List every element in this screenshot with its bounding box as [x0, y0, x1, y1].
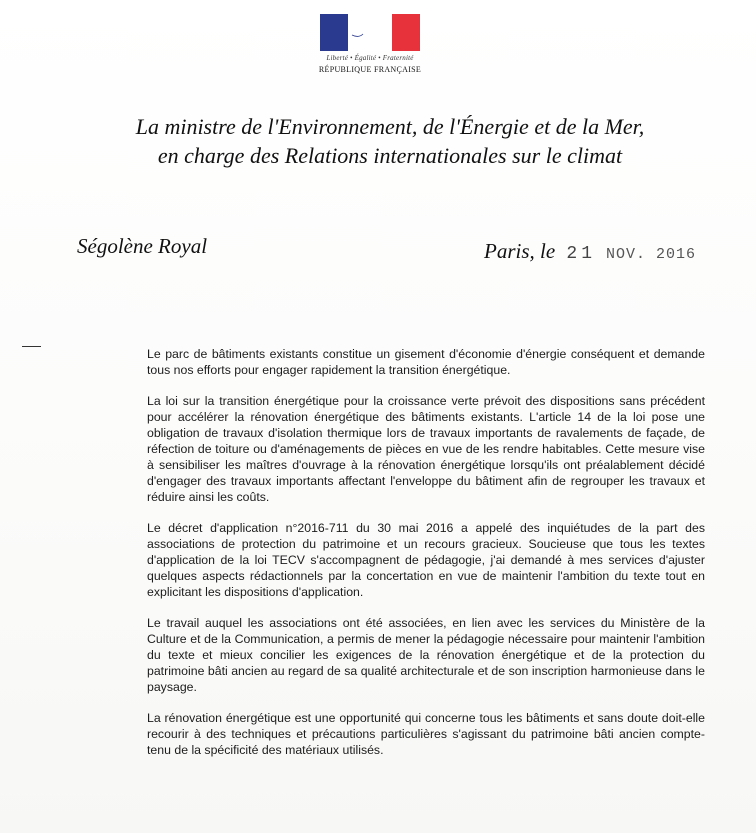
- ministry-title: [80, 112, 700, 170]
- paragraph: La rénovation énergétique est une opportunité qui concerne tous les bâtiments et sans doute doit-elle recourir à des techniques et précautions particulières s'agissant du patrimoine bâti ancien compte-tenu de la spécificité des matériaux utilisés.: [147, 711, 705, 757]
- paragraph: La loi sur la transition énergétique pour la croissance verte prévoit des dispositions sans précédent pour accélérer la rénovation énergétique des bâtiments existants. L'article 14 de la loi pose une obligation de travaux d'isolation thermique lors de travaux importants de ravalements de façade, de réfection de toiture ou d'aménagements de pièces en vue de les rendre habitables. Cette mesure vise à sensibiliser les maîtres d'ouvrage à la rénovation énergétique lorsqu'ils ont préalablement décidé d'engager des travaux importants affectant l'enveloppe du bâtiment afin de regrouper les travaux et réduire ainsi les coûts.: [147, 394, 705, 504]
- letter-body: [147, 346, 705, 773]
- fold-mark: [22, 346, 41, 347]
- republic-motto: Liberté • Égalité • Fraternité: [326, 54, 414, 62]
- date-day: 21: [566, 244, 597, 264]
- sender-name: Ségolène Royal: [77, 234, 208, 258]
- paragraph: Le parc de bâtiments existants constitue un gisement d'économie d'énergie conséquent et demande tous nos efforts pour engager rapidement la transition énergétique.: [147, 347, 705, 377]
- paragraph: Le travail auquel les associations ont été associées, en lien avec les services du Ministère de la Culture et de la Communication, a permis de mener la pédagogie nécessaire pour maintenir l'ambition du texte et mieux concilier les exigences de la rénovation énergétique et de la protection du patrimoine bâti ancien au regard de sa qualité architecturale et de son inscription harmonieuse dans le paysage.: [147, 616, 705, 694]
- place-date: [484, 239, 697, 264]
- tricolor-flag-icon: [320, 14, 420, 51]
- republic-name: RÉPUBLIQUE FRANÇAISE: [318, 65, 422, 74]
- marianne-logo: [318, 14, 422, 84]
- paragraph: Le décret d'application n°2016-711 du 30 mai 2016 a appelé des inquiétudes de la part des associations de protection du patrimoine et un recours gracieux. Soucieuse que tous les textes d'application de la loi TECV s'accompagnent de pédagogie, j'ai demandé à mes services d'ajuster quelques aspects rédactionnels par la concertation en vue de maintenir l'ambition du texte tout en explicitant les dispositions d'application.: [147, 521, 705, 599]
- date-stamp: [566, 246, 696, 263]
- ministry-title-line-2: en charge des Relations internationales sur le climat: [157, 143, 623, 168]
- date-month-year: NOV. 2016: [606, 246, 697, 263]
- place-label: Paris, le: [484, 239, 556, 263]
- ministry-title-line-1: La ministre de l'Environnement, de l'Énergie et de la Mer,: [135, 114, 645, 139]
